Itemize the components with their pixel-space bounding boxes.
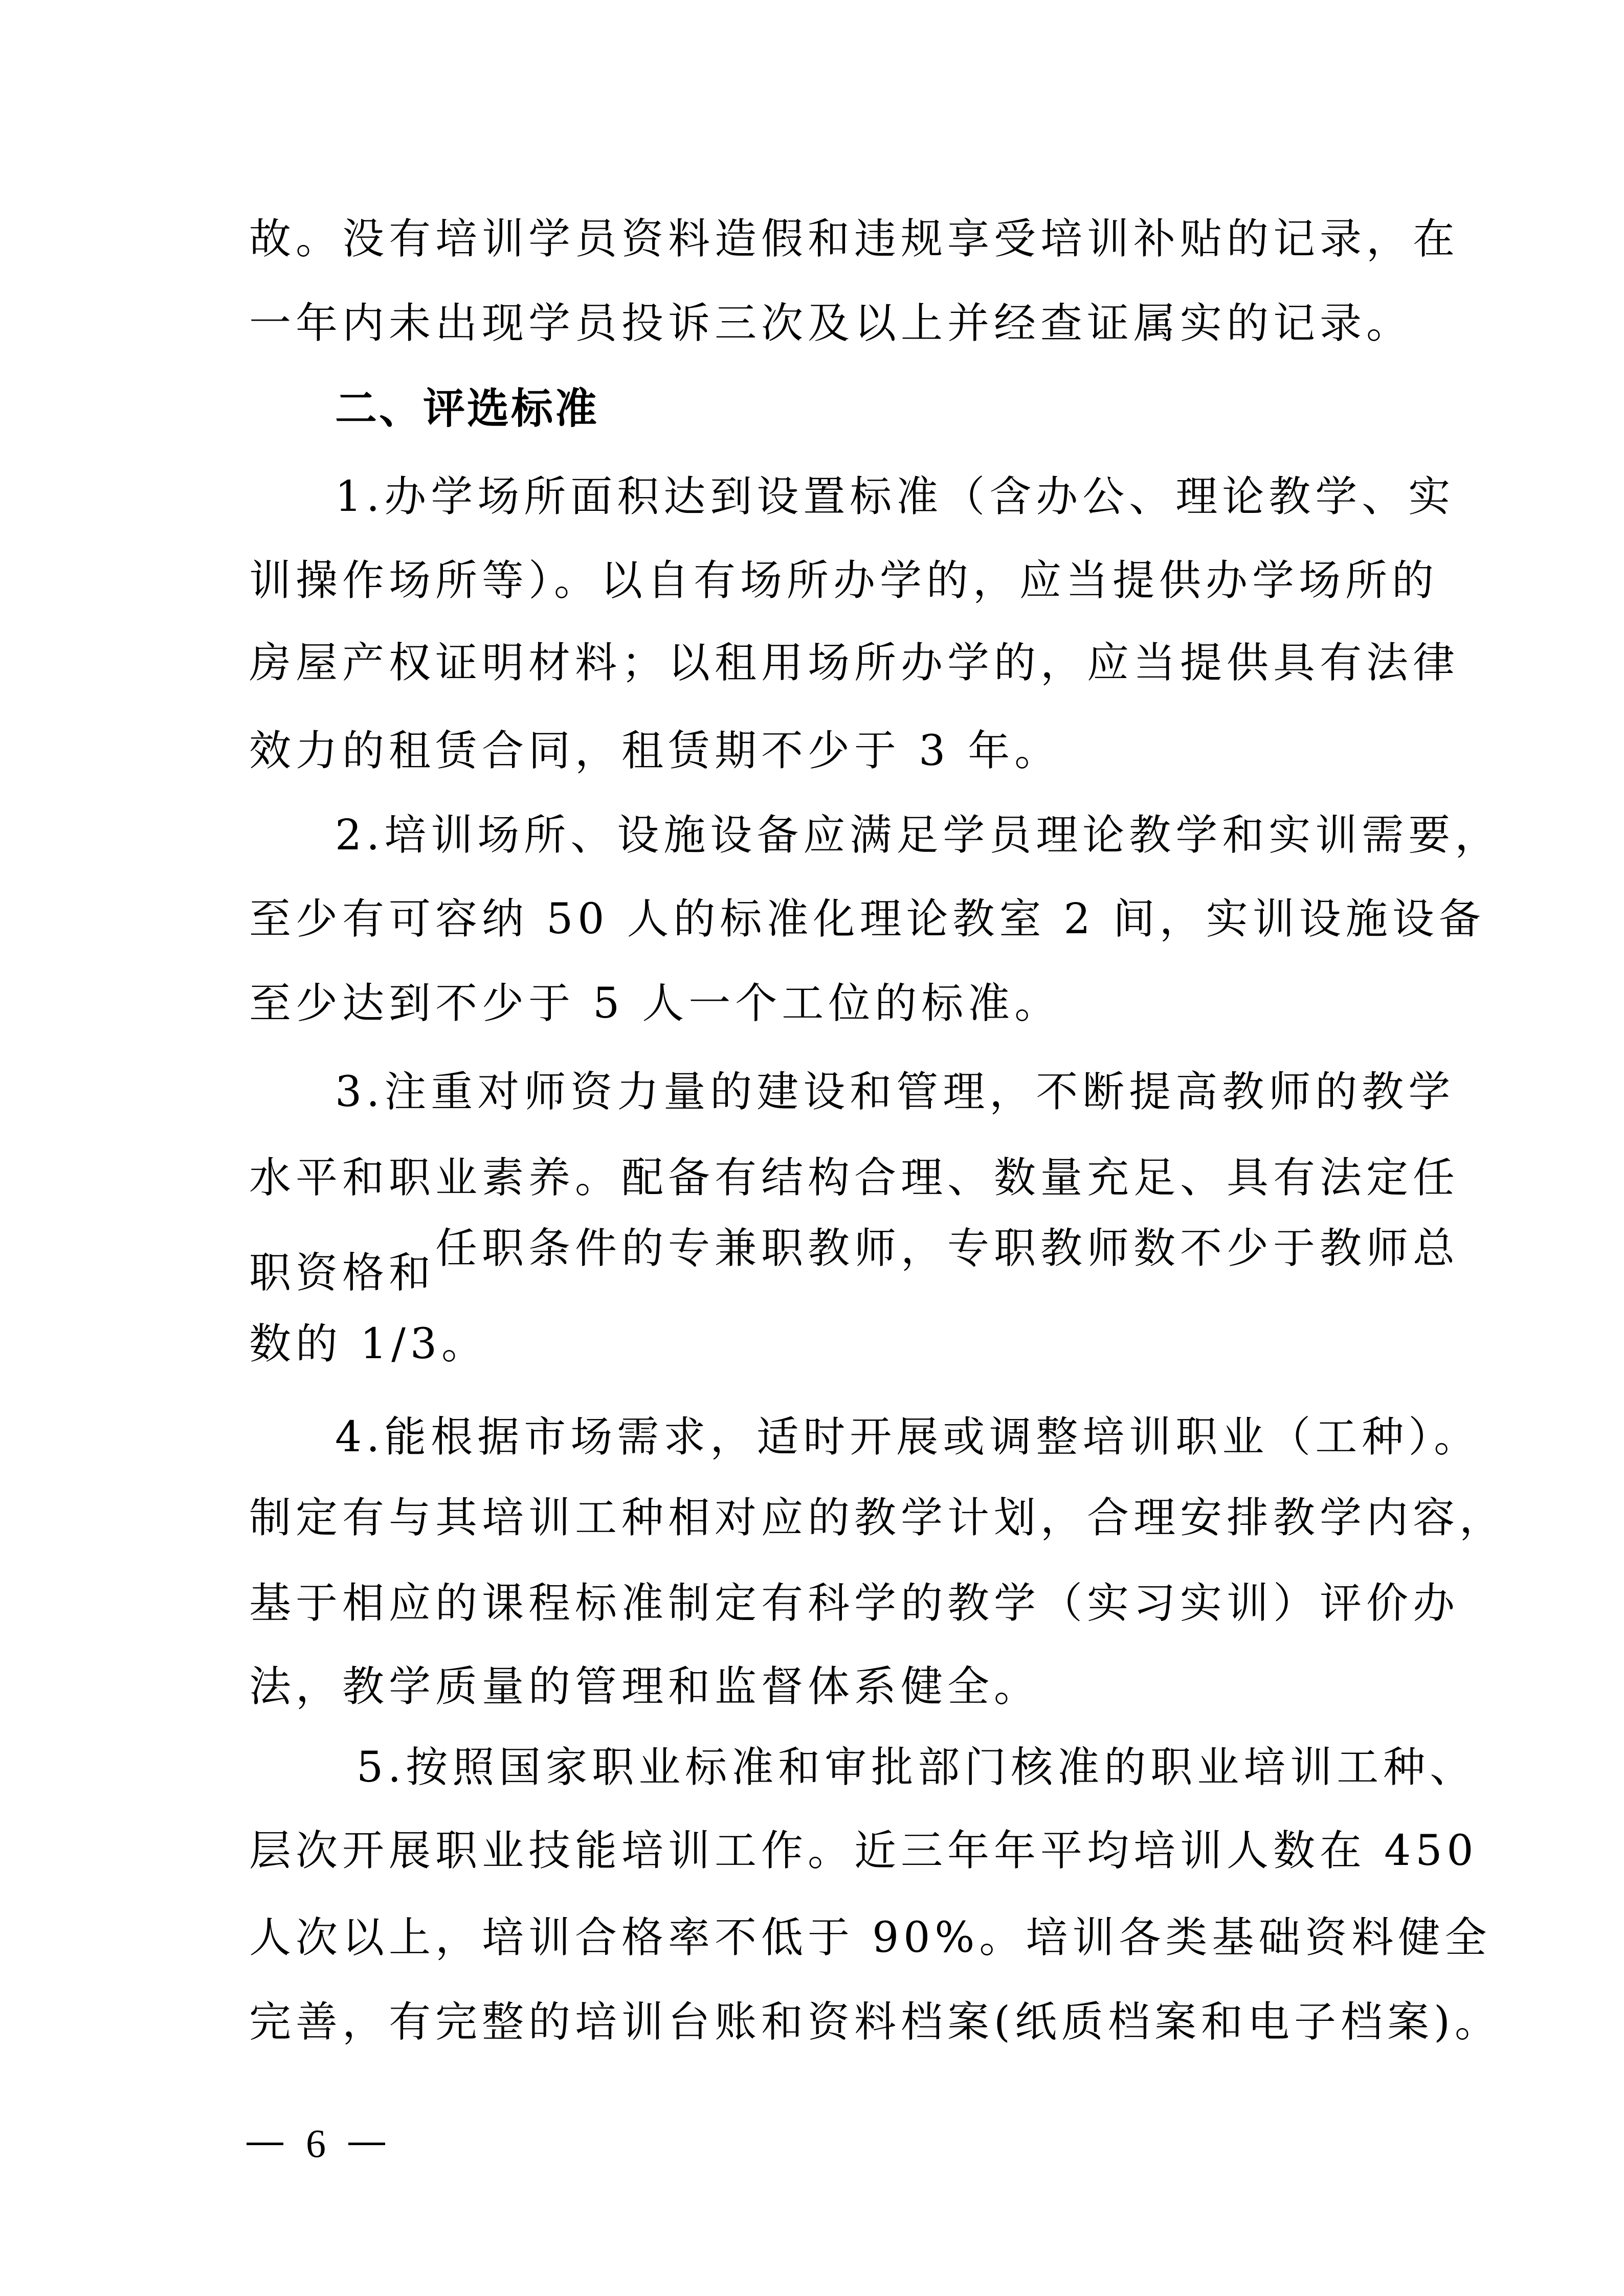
- item-text: 注重对师资力量的建设和管理，不断提高教师的教学: [384, 1068, 1455, 1116]
- dash-left: [247, 2143, 283, 2145]
- item-number: 4.: [335, 1413, 385, 1461]
- item-1-line: 训操作场所等）。以自有场所办学的，应当提供办学场所的: [249, 556, 1439, 605]
- item-4-line: 基于相应的课程标准制定有科学的教学（实习实训）评价办: [249, 1579, 1460, 1628]
- item-3-line: 数的 1/3。: [249, 1320, 488, 1368]
- item-number: 3.: [335, 1068, 385, 1116]
- item-4-first-line: [335, 1412, 1480, 1463]
- paragraph-line: 故。没有培训学员资料造假和违规享受培训补贴的记录，在: [249, 215, 1460, 263]
- item-text: 按照国家职业标准和审批部门核准的职业培训工种、: [406, 1743, 1477, 1792]
- item-text: 办学场所面积达到设置标准（含办公、理论教学、实: [384, 472, 1455, 521]
- item-1-first-line: [335, 471, 1455, 523]
- item-text-raised: 任职条件的专兼职教师，专职教师数不少于教师总: [435, 1224, 1460, 1273]
- item-3-line: [249, 1224, 1460, 1299]
- item-text: 职资格和: [249, 1249, 436, 1297]
- item-text: 能根据市场需求，适时开展或调整培训职业（工种）。: [384, 1413, 1481, 1461]
- item-4-line: 制定有与其培训工种相对应的教学计划，合理安排教学内容，: [249, 1494, 1506, 1542]
- dash-right: [348, 2143, 385, 2145]
- item-2-first-line: [335, 810, 1501, 861]
- item-4-line: 法，教学质量的管理和监督体系健全。: [249, 1662, 1041, 1711]
- page-number: 6: [306, 2121, 326, 2166]
- item-text: 培训场所、设施设备应满足学员理论教学和实训需要，: [384, 811, 1502, 860]
- item-5-line: 层次开展职业技能培训工作。近三年年平均培训人数在 450: [249, 1827, 1478, 1875]
- item-3-line: 水平和职业素养。配备有结构合理、数量充足、具有法定任: [249, 1154, 1460, 1202]
- section-heading: 二、评选标准: [335, 385, 599, 433]
- item-number: 1.: [335, 472, 385, 521]
- item-1-line: 房屋产权证明材料；以租用场所办学的，应当提供具有法律: [249, 639, 1460, 687]
- item-5-line: 完善，有完整的培训台账和资料档案(纸质档案和电子档案)。: [249, 1998, 1501, 2046]
- item-3-first-line: [335, 1067, 1455, 1118]
- item-number: 2.: [335, 811, 385, 860]
- paragraph-line: 一年内未出现学员投诉三次及以上并经查证属实的记录。: [249, 299, 1413, 348]
- item-number: 5.: [357, 1743, 406, 1792]
- page-number-footer: [247, 2118, 385, 2169]
- item-2-line: 至少有可容纳 50 人的标准化理论教室 2 间，实训设施设备: [249, 895, 1485, 943]
- item-2-line: 至少达到不少于 5 人一个工位的标准。: [249, 979, 1061, 1028]
- item-1-line: 效力的租赁合同，租赁期不少于 3 年。: [249, 727, 1061, 775]
- item-5-first-line: [357, 1742, 1476, 1793]
- item-5-line: 人次以上，培训合格率不低于 90%。培训各类基础资料健全: [249, 1914, 1492, 1962]
